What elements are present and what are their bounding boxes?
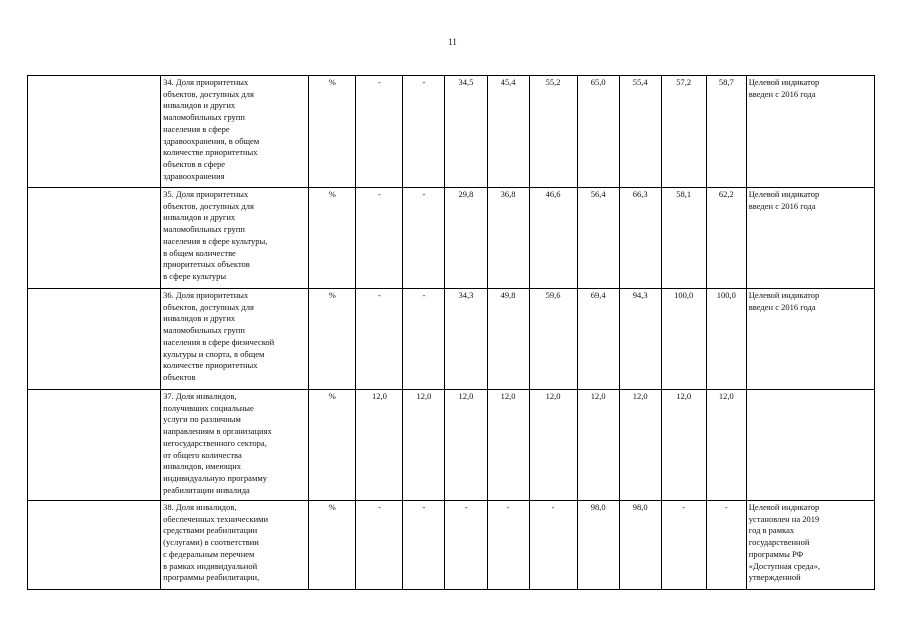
table-row <box>28 501 875 590</box>
value-cell: 12,0 <box>619 390 661 501</box>
empty-cell <box>28 188 161 289</box>
value-cell: - <box>403 501 445 590</box>
empty-cell <box>28 501 161 590</box>
value-cell: 59,6 <box>529 289 577 390</box>
empty-cell <box>28 289 161 390</box>
value-cell: 62,2 <box>706 188 746 289</box>
value-cell: - <box>356 501 403 590</box>
value-cell: - <box>356 289 403 390</box>
value-cell: 12,0 <box>356 390 403 501</box>
indicator-name: 36. Доля приоритетных объектов, доступных для инвалидов и других маломобильных групп населения в сфере физической культуры и спорта, в общем количестве приоритетных объектов <box>161 289 309 390</box>
value-cell: - <box>487 501 529 590</box>
value-cell: 94,3 <box>619 289 661 390</box>
unit-cell: % <box>309 188 356 289</box>
value-cell: 49,8 <box>487 289 529 390</box>
value-cell: 34,5 <box>445 76 487 188</box>
value-cell: 66,3 <box>619 188 661 289</box>
page-number: 11 <box>448 37 457 47</box>
indicators-table <box>27 75 875 590</box>
value-cell: 98,0 <box>577 501 619 590</box>
value-cell: - <box>403 289 445 390</box>
value-cell: - <box>403 76 445 188</box>
value-cell: 12,0 <box>706 390 746 501</box>
value-cell: 56,4 <box>577 188 619 289</box>
value-cell: - <box>403 188 445 289</box>
value-cell: 58,1 <box>661 188 706 289</box>
value-cell: 45,4 <box>487 76 529 188</box>
empty-cell <box>28 76 161 188</box>
value-cell: 55,4 <box>619 76 661 188</box>
value-cell: 46,6 <box>529 188 577 289</box>
value-cell: - <box>529 501 577 590</box>
table-row <box>28 289 875 390</box>
value-cell: 58,7 <box>706 76 746 188</box>
value-cell: 12,0 <box>403 390 445 501</box>
indicator-name: 34. Доля приоритетных объектов, доступных для инвалидов и других маломобильных групп населения в сфере здравоохранения, в общем количестве приоритетных объектов в сфере здравоохранения <box>161 76 309 188</box>
indicator-name: 35. Доля приоритетных объектов, доступных для инвалидов и других маломобильных групп населения в сфере культуры, в общем количестве приоритетных объектов в сфере культуры <box>161 188 309 289</box>
value-cell: - <box>445 501 487 590</box>
value-cell: 100,0 <box>706 289 746 390</box>
unit-cell: % <box>309 390 356 501</box>
value-cell: 12,0 <box>577 390 619 501</box>
value-cell: - <box>356 76 403 188</box>
indicator-name: 38. Доля инвалидов, обеспеченных техническими средствами реабилитации (услугами) в соответствии с федеральным перечнем в рамках индивидуальной программы реабилитации, <box>161 501 309 590</box>
unit-cell: % <box>309 76 356 188</box>
unit-cell: % <box>309 289 356 390</box>
value-cell: - <box>661 501 706 590</box>
value-cell: - <box>356 188 403 289</box>
value-cell: - <box>706 501 746 590</box>
empty-cell <box>28 390 161 501</box>
indicator-name: 37. Доля инвалидов, получивших социальные услуги по различным направлениям в организациях негосударственного сектора, от общего количества инвалидов, имеющих индивидуальную программу реабилитации инвалида <box>161 390 309 501</box>
unit-cell: % <box>309 501 356 590</box>
value-cell: 12,0 <box>487 390 529 501</box>
value-cell: 55,2 <box>529 76 577 188</box>
value-cell: 100,0 <box>661 289 706 390</box>
value-cell: 69,4 <box>577 289 619 390</box>
value-cell: 29,8 <box>445 188 487 289</box>
note-cell: Целевой индикатор введен с 2016 года <box>746 76 874 188</box>
note-cell <box>746 390 874 501</box>
note-cell: Целевой индикатор установлен на 2019 год в рамках государственной программы РФ «Доступная среда», утвержденной <box>746 501 874 590</box>
value-cell: 57,2 <box>661 76 706 188</box>
value-cell: 36,8 <box>487 188 529 289</box>
value-cell: 12,0 <box>661 390 706 501</box>
value-cell: 98,0 <box>619 501 661 590</box>
table-row <box>28 390 875 501</box>
value-cell: 65,0 <box>577 76 619 188</box>
table-row <box>28 188 875 289</box>
note-cell: Целевой индикатор введен с 2016 года <box>746 289 874 390</box>
table-row <box>28 76 875 188</box>
value-cell: 12,0 <box>445 390 487 501</box>
value-cell: 34,3 <box>445 289 487 390</box>
note-cell: Целевой индикатор введен с 2016 года <box>746 188 874 289</box>
value-cell: 12,0 <box>529 390 577 501</box>
